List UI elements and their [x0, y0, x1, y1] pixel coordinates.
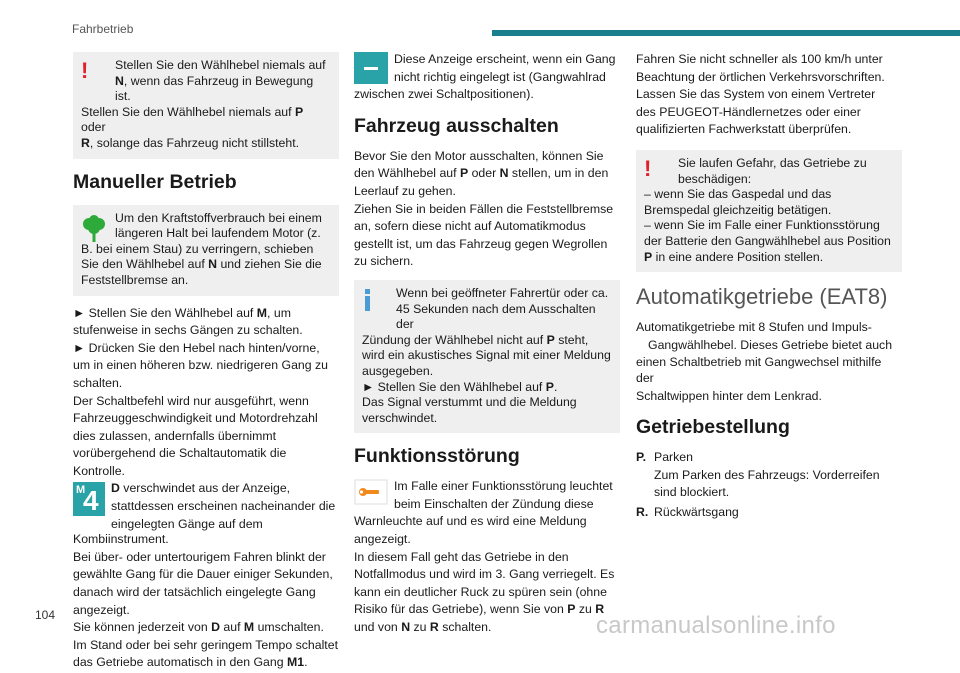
body-text: angezeigt.	[73, 602, 130, 617]
gear-name: Rückwärtsgang	[654, 504, 739, 519]
info-text: Wenn bei geöffneter Fahrertür oder ca.	[396, 285, 609, 300]
info-text: P	[545, 379, 554, 394]
eco-text: Sie den Wählhebel auf	[81, 257, 209, 272]
body-text: des PEUGEOT-Händlernetzes oder einer	[636, 104, 861, 119]
body-text: ► Stellen Sie den Wählhebel auf	[73, 305, 257, 320]
warning-text: , wenn das Fahrzeug in Bewegung ist.	[115, 73, 314, 104]
malfunction-block	[354, 479, 620, 635]
warning-text: – wenn Sie das Gaspedal und das	[644, 187, 832, 202]
body-text: P	[459, 166, 469, 181]
page-number: 104	[35, 608, 56, 622]
info-text: P	[546, 332, 555, 347]
body-text: stellen, um in den	[508, 166, 609, 181]
info-icon	[362, 289, 372, 311]
body-text: Warnleuchte auf und es wird eine Meldung	[354, 514, 587, 529]
warning-text: beschädigen:	[678, 171, 752, 186]
body-text: Im Stand oder bei sehr geringem Tempo schaltet	[73, 637, 338, 652]
body-text: M1	[286, 655, 305, 670]
warning-box	[636, 150, 902, 272]
page-header	[0, 0, 960, 40]
eco-text: Feststellbremse an.	[81, 272, 189, 287]
body-text: Leerlauf zu gehen.	[354, 183, 456, 198]
gear-code: P.	[636, 450, 647, 465]
body-text: vorübergehend die Schaltautomatik die	[73, 446, 287, 461]
body-text: gewählte Gang für die Dauer einiger Sekunden,	[73, 567, 333, 582]
body-text: stattdessen erscheinen nacheinander die	[111, 499, 336, 514]
eco-text: B. bei einem Stau) zu verringern, schieben	[81, 241, 314, 256]
body-text: Kontrolle.	[73, 463, 125, 478]
body-text: zu	[575, 602, 596, 617]
warning-text: N	[115, 73, 124, 88]
body-text: qualifizierten Fachwerkstatt überprüfen.	[636, 122, 852, 137]
body-text: kann ein deutlicher Ruck zu spüren sein (ohne	[354, 584, 607, 599]
body-text: R	[429, 620, 439, 635]
warning-box	[73, 52, 339, 159]
eco-text: Um den Kraftstoffverbrauch bei einem	[115, 210, 322, 225]
gear-not-engaged-block	[354, 52, 620, 103]
body-text: Automatikgetriebe mit 8 Stufen und Impuls-	[636, 320, 872, 335]
section-heading: Fahrzeug ausschalten	[354, 114, 559, 137]
gear-position-item	[636, 505, 902, 523]
minus-icon	[354, 52, 388, 84]
body-text: Risiko für das Getriebe), wenn Sie von	[354, 602, 568, 617]
body-text: , um	[267, 305, 291, 320]
info-text: ► Stellen Sie den Wählhebel auf	[362, 379, 546, 394]
header-accent-line	[492, 30, 960, 36]
warning-text: R	[81, 135, 90, 150]
body-text: Im Falle einer Funktionsstörung leuchtet	[394, 479, 613, 494]
body-text: Beachtung der örtlichen Verkehrsvorschriften.	[636, 69, 885, 84]
body-text: schalten.	[438, 620, 492, 635]
body-text: eingelegten Gänge auf dem Kombiinstrument.	[73, 516, 263, 547]
body-text: In diesem Fall geht das Getriebe in den	[354, 549, 569, 564]
body-text: nicht richtig eingelegt ist (Gangwahlrad	[394, 69, 606, 84]
body-text: dies zulassen, andernfalls übernimmt	[73, 428, 277, 443]
body-text: gestellt ist, um das Fahrzeug gegen Wegrollen	[354, 236, 608, 251]
body-text: beim Einschalten der Zündung diese	[394, 496, 594, 511]
warning-text: Stellen Sie den Wählhebel niemals auf	[115, 58, 326, 72]
info-text: ausgegeben.	[362, 363, 434, 378]
gear-name: Parken	[654, 450, 693, 465]
info-box	[354, 280, 620, 433]
gear-indicator-block	[73, 481, 339, 671]
body-text: D	[111, 481, 120, 496]
body-text: Sie können jederzeit von	[73, 620, 212, 635]
warning-text: Bremspedal gleichzeitig betätigen.	[644, 202, 832, 217]
gear-position-item	[636, 450, 902, 503]
body-text: Notfallmodus und wird im 3. Gang verriegelt. Es	[354, 567, 615, 582]
body-text: Bevor Sie den Motor ausschalten, können Sie	[354, 148, 604, 163]
warning-text: Stellen Sie den Wählhebel niemals auf	[81, 104, 295, 119]
body-text: um in einen höheren bzw. niedrigeren Gang zu	[73, 358, 328, 373]
eco-text: und ziehen Sie die	[217, 257, 322, 272]
warning-text: – wenn Sie im Falle einer Funktionsstörung	[644, 218, 880, 233]
body-text: Schaltwippen hinter dem Lenkrad.	[636, 388, 822, 403]
warning-text: P	[294, 104, 304, 119]
chapter-heading: Automatikgetriebe (EAT8)	[636, 284, 888, 310]
gear-display-icon	[73, 482, 105, 516]
body-text: zu sichern.	[354, 254, 414, 269]
body-text: Ziehen Sie in beiden Fällen die Feststellbremse	[354, 201, 614, 216]
body-text: den Wählhebel auf	[354, 166, 460, 181]
body-text: stufenweise in sechs Gängen zu schalten.	[73, 323, 303, 338]
body-text: angezeigt.	[354, 532, 411, 547]
info-text: Zündung der Wählhebel nicht auf	[362, 332, 547, 347]
body-text: schalten.	[73, 375, 123, 390]
gear-code: R.	[636, 504, 649, 519]
info-text: verschwindet.	[362, 410, 438, 425]
body-text: und von	[354, 620, 402, 635]
info-text: steht,	[554, 332, 589, 347]
body-text: einen Schaltbetrieb mit Gangwechsel mithilfe der	[636, 355, 882, 385]
body-text: R	[595, 602, 605, 617]
watermark: carmanualsonline.info	[596, 612, 836, 639]
body-text: M	[243, 620, 255, 635]
eco-tip-box	[73, 205, 339, 296]
warning-text: in eine andere Position stellen.	[652, 249, 824, 264]
warning-text: , solange das Fahrzeug nicht stillsteht.	[89, 135, 300, 150]
gear-icon-number: 4	[83, 485, 99, 517]
gear-desc: sind blockiert.	[654, 485, 730, 500]
info-text: 45 Sekunden nach dem Ausschalten der	[396, 301, 596, 332]
gear-desc: Zum Parken des Fahrzeugs: Vorderreifen	[654, 467, 880, 482]
column-1	[73, 52, 339, 673]
body-text: auf	[219, 620, 244, 635]
body-text: Diese Anzeige erscheint, wenn ein Gang	[394, 52, 616, 66]
body-text: oder	[468, 166, 500, 181]
body-text: zwischen zwei Schaltpositionen).	[354, 87, 534, 102]
body-text: M	[256, 305, 268, 320]
tree-icon	[81, 215, 107, 243]
column-2	[354, 52, 620, 638]
column-3	[636, 52, 902, 524]
wrench-icon	[354, 479, 388, 505]
body-text: Fahren Sie nicht schneller als 100 km/h unter	[636, 52, 883, 66]
section-label: Fahrbetrieb	[72, 22, 134, 36]
body-text: N	[499, 166, 509, 181]
body-text: verschwindet aus der Anzeige,	[119, 481, 291, 496]
body-text: D	[211, 620, 220, 635]
body-text: das Getriebe automatisch in den Gang	[73, 655, 287, 670]
exclamation-icon: !	[644, 155, 652, 181]
body-text: P	[567, 602, 576, 617]
warning-text: P	[644, 249, 653, 264]
info-text: wird ein akustisches Signal mit einer Meldung	[362, 348, 611, 363]
body-text: Gangwählhebel. Dieses Getriebe bietet auch	[648, 337, 893, 352]
gear-icon-label: M	[76, 484, 86, 497]
section-heading: Funktionsstörung	[354, 445, 520, 468]
body-text: zu	[410, 620, 430, 635]
section-heading: Getriebestellung	[636, 416, 790, 439]
body-text: ► Drücken Sie den Hebel nach hinten/vorne,	[73, 340, 320, 355]
exclamation-icon: !	[81, 58, 89, 83]
warning-text: Sie laufen Gefahr, das Getriebe zu	[678, 155, 867, 170]
eco-text: N	[208, 257, 218, 272]
info-text: Das Signal verstummt und die Meldung	[362, 395, 577, 410]
body-text: danach wird der tatsächlich eingelegte Gang	[73, 585, 316, 600]
body-text: Lassen Sie das System von einem Vertreter	[636, 87, 876, 102]
body-text: Bei über- oder untertourigem Fahren blinkt der	[73, 549, 326, 564]
body-text: Fahrzeuggeschwindigkeit und Motordrehzahl	[73, 411, 318, 426]
section-heading: Manueller Betrieb	[73, 170, 237, 193]
body-text: Der Schaltbefehl wird nur ausgeführt, wenn	[73, 393, 309, 408]
body-text: N	[401, 620, 411, 635]
body-text: an, sofern diese nicht auf Automatikmodus	[354, 219, 586, 234]
warning-text: oder	[81, 120, 106, 135]
warning-text: der Batterie den Gangwählhebel aus Position	[644, 233, 891, 248]
eco-text: längeren Halt bei laufendem Motor (z.	[115, 226, 321, 241]
info-text: .	[553, 379, 558, 394]
body-text: umschalten.	[254, 620, 324, 635]
body-text: .	[304, 655, 308, 670]
